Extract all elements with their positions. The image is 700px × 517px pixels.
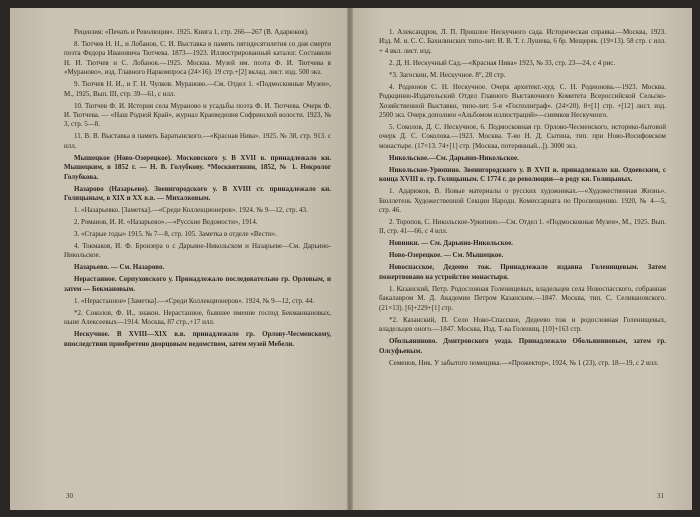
bibliography-entry: Обольяниново. Дмитровского уезда. Принадлежало Обольяниновым, затем гр. Олсуфьевым. [379,337,666,355]
book-gutter [347,8,353,510]
bibliography-entry: 3. «Старые годы» 1915. № 7—8, стр. 105. Заметка в отделе «Вести». [74,230,277,239]
bibliography-entry: 10. Тютчев Ф. И. История села Мураново и усадьбы поэта Ф. И. Тютчева. Очерк Ф. И. Тютчева. — «Наш Родной Край», журнал Краеведения Софринской волости. 1923, № 3, стр. 5—8. [64,101,331,129]
bibliography-entry: 2. Романов, И. И. «Назарьево».—«Русские Ведомости», 1914. [74,218,258,227]
bibliography-entry: Новинки. — См. Дарьино-Никольское. [389,239,513,248]
left-page [10,8,349,510]
left-page-text [64,28,331,349]
bibliography-entry: *3. Загоскин, М. Нескучное. 8°, 28 стр. [389,70,506,79]
bibliography-entry: Рецензия: «Печать и Революция». 1925. Книга 1, стр. 266—267 (В. Адарюков). [74,28,309,36]
bibliography-entry: 8. Тютчев Н. Н., и Лобанов, С. И. Выставка в память пятидесятилетия со дня смерти поэта Федора Ивановича Тютчева. 1873—1923. Иллюстрированный каталог. Составили Н. И. Тютчев и С. Лобанов.—1925. Москва. Музей им. поэта Ф. И. Тютчева в «Мураново», изд. Главного Наркомпроса (24×16). 19 стр.+[2] вклад. лист. изд. 500 экз. [64,40,331,77]
bibliography-entry: Назарьево. — См. Назарово. [74,263,165,272]
bibliography-entry: 11. В. В. Выставка в память Баратынского.—«Красная Нива». 1925. № 38, стр. 913. с илл. [64,132,331,150]
bibliography-entry: Нескучное. В XVIII—XIX в.в. принадлежало гр. Орлову-Чесменскому, впоследствии приобретено дворцовым ведомством, затем музей Мебели. [64,330,331,348]
bibliography-entry: Никольское-Урюпино. Звенигородского у. В XVII в. принадлежало кн. Одоевским, с конца XVIII в. гр. Голицыным. С 1774 г. до революции—в роду кн. Голицыных. [379,165,666,184]
left-page-number: 30 [66,492,73,500]
bibliography-entry: Семенов, Ник. У забытого помещика.—«Прожектор», 1924, № 1 (23), стр. 18—19, с 2 илл. [389,358,659,367]
right-page-text [379,28,666,368]
bibliography-entry: 5. Соколов, Д. С. Нескучное, 6. Подмосковная гр. Орлово-Чесменского, историко-бытовой очерк Д. С. Соколова.—1923. Москва. Т-во Н. Д. Сытина, тип. при Ново-Иосифовском монастыре. (17×13. 74+[1] стр. [Москва, потерянный...]). 3000 экз. [379,123,666,150]
right-page [349,8,692,510]
bibliography-entry: Новоспасское, Дедеево тож. Принадлежало издавна Голенищевым. Затем пожертвовано на устройство монастыря. [379,263,666,281]
bibliography-entry: 1. «Назарьевко. [Заметка].—«Среди Коллекционеров». 1924. № 9—12, стр. 43. [74,206,308,215]
bibliography-entry: Назарово (Назарьево). Звенигородского у. В XVIII ст. принадлежало кн. Голицыным, в XIX и XX в.в. — Михалковым. [64,184,331,203]
bibliography-entry: *2. Соколов, Ф. И., знакон. Нерастанное, бывшее имение господ Бекманиановых, ныне Алексеевых—1914. Москва, 87 стр.,+17 илл. [64,308,331,327]
bibliography-entry: 2. Д. Н. Нескучный Сад.—«Красная Нива» 1923, № 33, стр. 23—24, с 4 рис. [389,58,616,67]
bibliography-entry: Нерастанное. Серпуховского у. Принадлежало последовательно гр. Орловым, и затем — Бекмановым. [64,275,331,293]
bibliography-entry: 1. Александров, Л. П. Прошлое Нескучного сада. Историческая справка.—Москва, 1923. Изд. М. и. С. С. Бахилинских типо-лит. И. В. Т. г. Лушева, 6 бр. Мещеряк. (19×13). 58 стр. с илл. + 4 вкл. лист. изд. [379,28,666,55]
bibliography-entry: 1. Адарюков, В. Новые материалы о русских художниках.—«Художественная Жизнь». Бюллетень Художественной Секции Народн. Комиссариата по Просвещению. 1920, № 4—5, стр. 46. [379,187,666,215]
right-page-number: 31 [657,492,664,500]
bibliography-entry: 1. «Нерастанное» [Заметка].—«Среди Коллекционеров». 1924, № 9—12, стр. 44. [74,296,315,305]
book-spread [10,8,692,510]
bibliography-entry: 4. Родионов С. Н. Нескучное. Очерк архитект.-худ. С. Н. Родионова.—1923. Москва. Родкцинно-Издательский Отдел Главного Выставочного Комитета Всероссийской Сельско-Хозяйственной Выставки, типо-лит. 5-я «Госполиграф». (24×20). 8+[1] стр. +[12] лист. изд. 2500 экз. Очерк дополнен «Альбомом иллюстраций»—снимков Нескучного. [379,82,666,120]
bibliography-entry: Никольское.—См. Дарьино-Никольское. [389,153,519,162]
bibliography-entry: 1. Казанский, Петр. Родословная Голенищевых, владельцев села Новоспасского, собранная бакалавром М. Д. Академии Петром Казанским.—1847. Москва, тип. С. Селивановского. (21×13). [6]+229+[1] стр. [379,284,666,312]
bibliography-entry: Ново-Озерецкое. — См. Мышецкое. [389,251,504,260]
bibliography-entry: 9. Тютчев Н. И., и Г. Н. Чулков. Мураново.—См. Отдел 1. «Подмосковные Музеи», М., 1925, Вып. III, стр. 39—61, с илл. [64,80,331,98]
bibliography-entry: 4. Токмаков, И. Ф. Бронзера о с Дарьине-Никольском и Назарьеве—См. Дарьино-Никольское. [64,242,331,260]
bibliography-entry: Мышецкое (Ново-Озерецкое). Московского у. В XVII в. принадлежало кн. Мышецким, в 1852 г. — Н. В. Голубкову. *Москвитянин, 1852, № 1. Некролог Голубкова. [64,153,331,181]
bibliography-entry: 2. Торопов, С. Никольское-Урюпино.—См. Отдел 1. «Подмосковные Музеи», М., 1925. Вып. II, стр. 41—66, с 4 илл. [379,218,666,236]
bibliography-entry: *2. Казанский, П. Село Ново-Спасское, Дедеево тож и родословная Голенищевых, владельцев оного.—1847. Москва, Изд. Т-ва Голенищ. [10]+163 стр. [379,315,666,334]
